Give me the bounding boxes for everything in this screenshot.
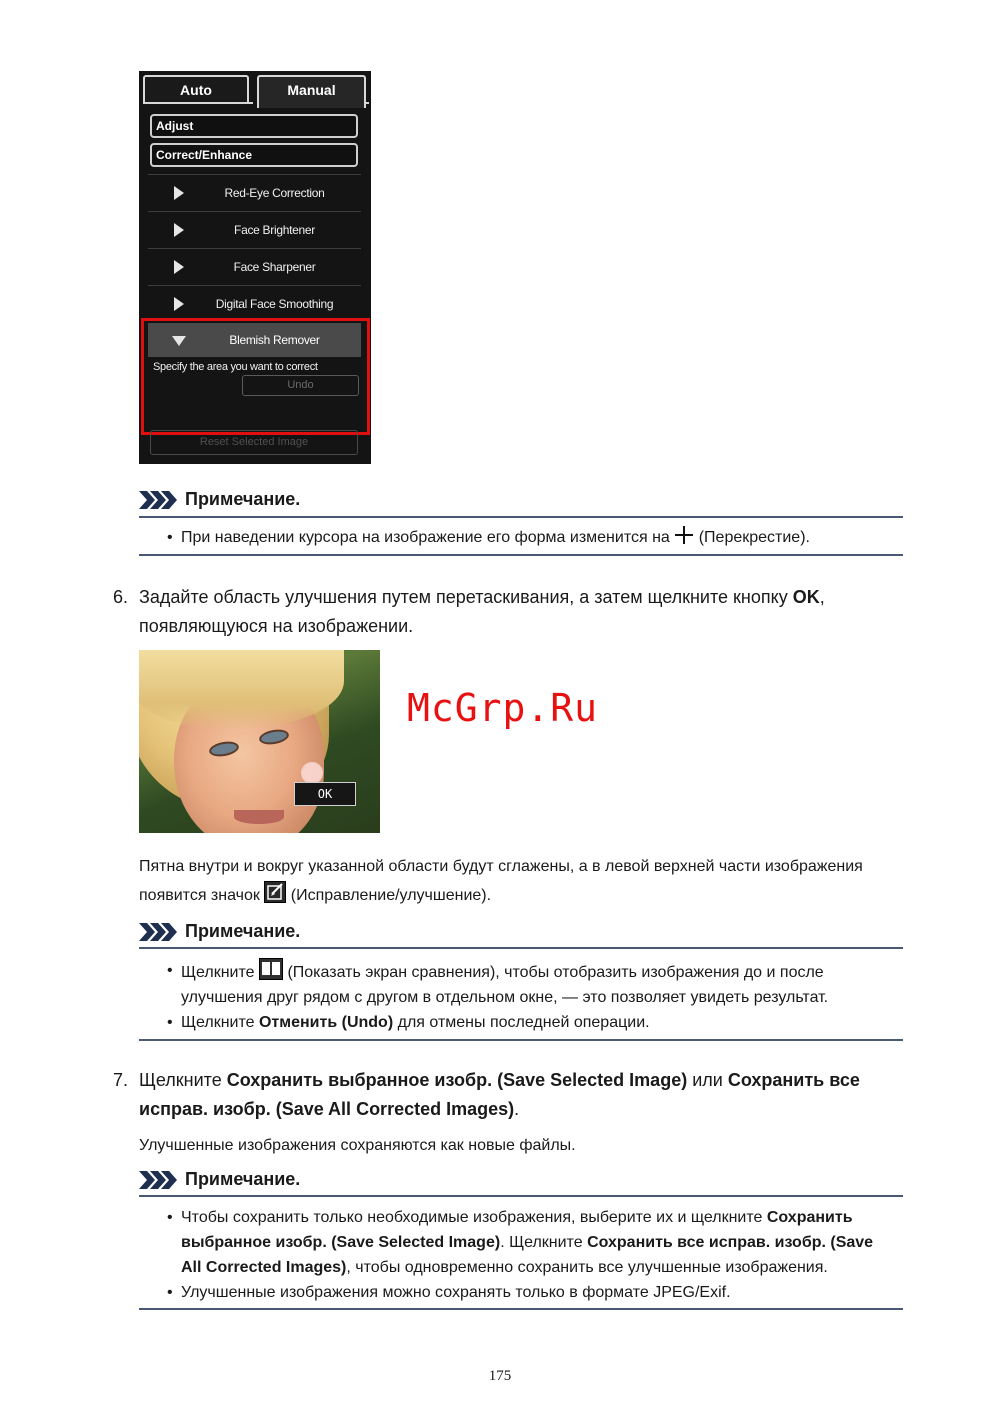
expand-arrow-icon (174, 223, 184, 237)
correct-enhance-panel-screenshot (139, 71, 371, 464)
para-text: Пятна внутри и вокруг указанной области будут сглажены, а в левой верхней части изображения (139, 858, 863, 875)
ok-button[interactable]: OK (294, 782, 356, 806)
note-text: Улучшенные изображения можно сохранять только в формате JPEG/Exif. (181, 1284, 731, 1301)
photo-mouth (234, 810, 284, 824)
reset-selected-image-button[interactable]: Reset Selected Image (150, 430, 358, 455)
note-text: (Перекрестие). (698, 529, 810, 546)
note-box (139, 1195, 903, 1310)
note-box (139, 947, 903, 1041)
face-brightener-item[interactable] (148, 211, 361, 247)
note-bold: All Corrected Images) (181, 1259, 347, 1276)
note-text: (Показать экран сравнения), чтобы отобразить изображения до и после (287, 964, 824, 981)
note-box (139, 516, 903, 556)
step-bold: OK (792, 587, 820, 607)
girl-photo-screenshot (139, 650, 380, 833)
note-item (139, 1205, 903, 1280)
para-text: появится значок (139, 887, 260, 904)
note-bold: Отменить (Undo) (258, 1014, 394, 1031)
step-text: . (514, 1099, 520, 1119)
crosshair-icon (674, 525, 694, 545)
red-eye-correction-item[interactable] (148, 174, 361, 210)
step-bold: Сохранить выбранное изобр. (Save Selected Image) (226, 1070, 688, 1090)
item-label: Digital Face Smoothing (215, 297, 334, 311)
step-7 (113, 1066, 903, 1124)
note-bold: Сохранить все исправ. изобр. (Save (587, 1234, 874, 1251)
face-sharpener-item[interactable] (148, 248, 361, 284)
note-chevrons-icon (139, 923, 181, 941)
adjust-button[interactable]: Adjust (150, 114, 358, 138)
note-bold: Сохранить (766, 1209, 853, 1226)
note-chevrons-icon (139, 1171, 181, 1189)
correct-enhance-button[interactable]: Correct/Enhance (150, 143, 358, 167)
item-label: Face Brightener (234, 223, 315, 237)
step-number: 6. (113, 587, 129, 607)
note-text: для отмены последней операции. (397, 1014, 650, 1031)
undo-button[interactable]: Undo (242, 375, 359, 396)
expand-arrow-icon (174, 186, 184, 200)
tab-manual[interactable]: Manual (257, 75, 366, 108)
step-6 (113, 583, 903, 641)
step-text: , (819, 587, 825, 607)
compare-screen-icon (259, 958, 283, 980)
note-item (139, 958, 903, 1010)
result-paragraph (139, 852, 919, 910)
step-text: появляющуюся на изображении. (139, 616, 414, 636)
note-item (139, 1010, 903, 1035)
page-number: 175 (488, 1368, 512, 1384)
item-label: Face Sharpener (233, 260, 316, 274)
para-text: (Исправление/улучшение). (290, 887, 492, 904)
saved-paragraph: Улучшенные изображения сохраняются как новые файлы. (139, 1137, 576, 1154)
note-text: Щелкните (181, 1014, 255, 1031)
note-text: , чтобы одновременно сохранить все улучшенные изображения. (346, 1259, 828, 1276)
note-text: При наведении курсора на изображение его форма изменится на (181, 529, 670, 546)
digital-face-smoothing-item[interactable] (148, 285, 361, 321)
note-bold: выбранное изобр. (Save Selected Image) (181, 1234, 501, 1251)
note-title: Примечание. (185, 921, 301, 941)
watermark: McGrp.Ru (407, 686, 599, 730)
specify-area-hint: Specify the area you want to correct (153, 361, 318, 373)
step-bold: Сохранить все (727, 1070, 860, 1090)
step-text: Щелкните (139, 1070, 222, 1090)
note-text: Щелкните (181, 964, 255, 981)
step-bold: исправ. изобр. (Save All Corrected Images) (139, 1099, 515, 1119)
tab-divider (365, 102, 369, 104)
tab-auto[interactable]: Auto (143, 75, 249, 102)
item-label: Red-Eye Correction (224, 186, 325, 200)
highlight-frame (141, 318, 370, 435)
expand-arrow-icon (174, 260, 184, 274)
note-title: Примечание. (185, 489, 301, 509)
selection-circle[interactable] (301, 762, 323, 784)
note-text: Чтобы сохранить только необходимые изображения, выберите их и щелкните (181, 1209, 763, 1226)
expand-arrow-icon (174, 297, 184, 311)
item-label: Blemish Remover (229, 333, 320, 347)
step-text: или (692, 1070, 723, 1090)
note-text: . Щелкните (500, 1234, 583, 1251)
note-item (139, 1280, 903, 1305)
note-text: улучшения друг рядом с другом в отдельном окне, — это позволяет увидеть результат. (181, 989, 829, 1006)
note-item (139, 525, 903, 550)
step-number: 7. (113, 1070, 129, 1090)
note-chevrons-icon (139, 491, 181, 509)
step-text: Задайте область улучшения путем перетаскивания, а затем щелкните кнопку (139, 587, 788, 607)
correct-enhance-icon (264, 881, 286, 903)
tab-divider (143, 102, 253, 104)
note-title: Примечание. (185, 1169, 301, 1189)
